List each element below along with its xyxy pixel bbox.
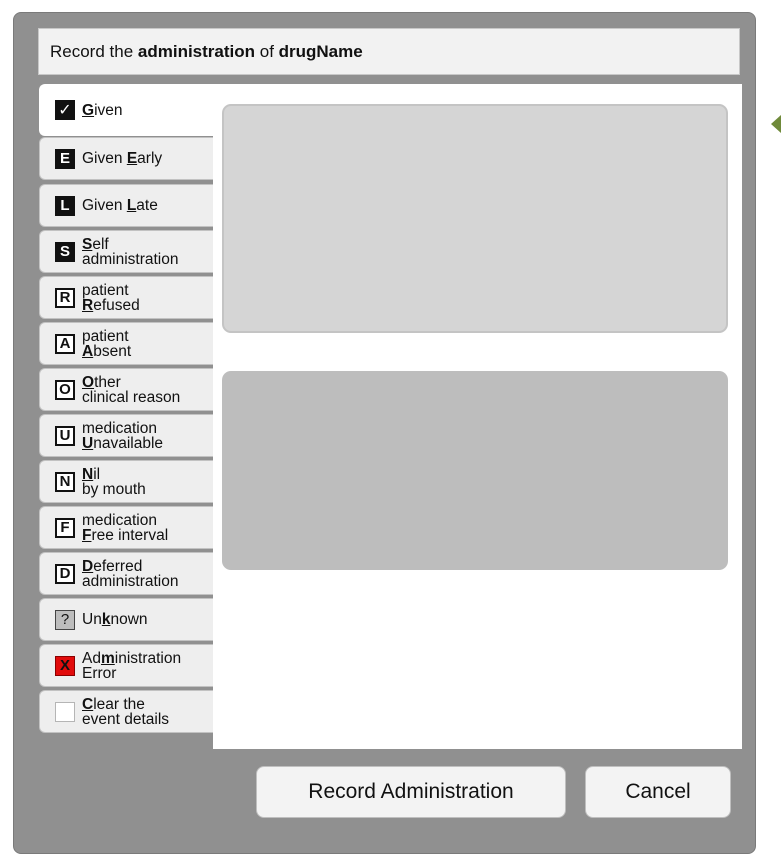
tab-deferred-administration[interactable]	[39, 552, 215, 595]
tab-label: Given Early	[82, 150, 163, 167]
title-drug-name: drugName	[278, 42, 363, 61]
cancel-button[interactable]: Cancel	[585, 766, 731, 818]
tab-medication-free-interval[interactable]	[39, 506, 215, 549]
tab-nil-by-mouth[interactable]	[39, 460, 215, 503]
tab-label: Unknown	[82, 611, 148, 628]
tab-given-late[interactable]	[39, 184, 215, 227]
title-emphasis-action: administration	[137, 42, 256, 61]
tab-content-area	[213, 84, 742, 749]
tab-patient-refused[interactable]	[39, 276, 215, 319]
question-mark-icon: ?	[55, 610, 75, 630]
tab-label: medication Unavailable	[82, 419, 164, 452]
tab-given[interactable]	[39, 84, 215, 136]
tab-given-early[interactable]	[39, 137, 215, 180]
badge-d-icon: D	[55, 564, 75, 584]
badge-a-icon: A	[55, 334, 75, 354]
tab-other-clinical-reason[interactable]	[39, 368, 215, 411]
record-administration-dialog	[13, 12, 756, 854]
blank-square-icon	[55, 702, 75, 722]
badge-u-icon: U	[55, 426, 75, 446]
tab-label: Nil by mouth	[82, 465, 146, 498]
badge-o-icon: O	[55, 380, 75, 400]
details-panel-bottom	[222, 371, 728, 570]
tab-label: Deferred administration	[82, 557, 179, 590]
tab-administration-error[interactable]	[39, 644, 215, 687]
arrow-left-icon	[771, 115, 781, 133]
badge-f-icon: F	[55, 518, 75, 538]
badge-r-icon: R	[55, 288, 75, 308]
tab-label: Self administration	[82, 235, 179, 268]
tab-medication-unavailable[interactable]	[39, 414, 215, 457]
tab-label: patient Refused	[82, 281, 140, 314]
badge-n-icon: N	[55, 472, 75, 492]
tab-label: Administration Error	[82, 649, 182, 682]
tab-patient-absent[interactable]	[39, 322, 215, 365]
badge-l-icon: L	[55, 196, 75, 216]
tab-label: Clear the event details	[82, 695, 170, 728]
check-icon: ✓	[55, 100, 75, 120]
tab-clear-event-details[interactable]	[39, 690, 215, 733]
title-middle: of	[255, 42, 279, 61]
tab-label: patient Absent	[82, 327, 132, 360]
record-administration-button[interactable]: Record Administration	[256, 766, 566, 818]
tab-unknown[interactable]	[39, 598, 215, 641]
title-prefix: Record the	[50, 42, 138, 61]
error-x-icon: X	[55, 656, 75, 676]
dialog-title	[38, 28, 740, 75]
tab-label: Given	[82, 101, 123, 119]
tab-label: Other clinical reason	[82, 373, 181, 406]
badge-s-icon: S	[55, 242, 75, 262]
tab-self-administration[interactable]	[39, 230, 215, 273]
details-panel-top	[222, 104, 728, 333]
tab-label: Given Late	[82, 197, 158, 214]
badge-e-icon: E	[55, 149, 75, 169]
tab-label: medication Free interval	[82, 511, 169, 544]
